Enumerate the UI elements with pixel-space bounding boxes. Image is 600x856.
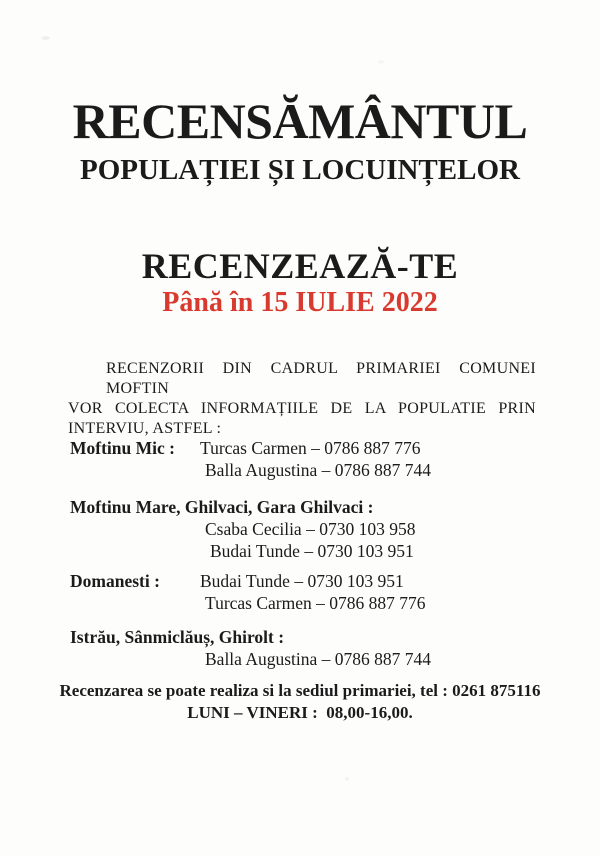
section-contacts bbox=[205, 648, 542, 670]
section-label: Istrău, Sânmiclăuș, Ghirolt : bbox=[70, 627, 285, 647]
footer-line-1: Recenzarea se poate realiza si la sediul primariei, tel : 0261 875116 bbox=[59, 681, 541, 700]
contact-line: Balla Augustina – 0786 887 744 bbox=[205, 649, 432, 669]
footer-note bbox=[0, 680, 600, 724]
intro-line-3: INTERVIU, ASTFEL : bbox=[68, 420, 222, 437]
section-istrau bbox=[70, 626, 542, 670]
contact-line: Csaba Cecilia – 0730 103 958 bbox=[205, 519, 416, 539]
contact-line: Budai Tunde – 0730 103 951 bbox=[210, 541, 414, 561]
contact-line: Turcas Carmen – 0786 887 776 bbox=[205, 593, 426, 613]
footer-line-2: LUNI – VINERI : 08,00-16,00. bbox=[187, 703, 413, 722]
section-contacts bbox=[200, 437, 431, 481]
contact-line: Budai Tunde – 0730 103 951 bbox=[200, 571, 404, 591]
scan-smudge bbox=[41, 36, 50, 40]
scan-smudge bbox=[345, 777, 349, 781]
contact-line: Turcas Carmen – 0786 887 776 bbox=[200, 438, 421, 458]
intro-paragraph bbox=[68, 359, 536, 439]
intro-line-1: RECENZORII DIN CADRUL PRIMARIEI COMUNEI MOFTIN bbox=[106, 360, 536, 397]
contact-line: Balla Augustina – 0786 887 744 bbox=[205, 460, 432, 480]
deadline-text: Până în 15 IULIE 2022 bbox=[162, 287, 438, 318]
section-domanesti bbox=[70, 570, 542, 614]
intro-line-2: VOR COLECTA INFORMAȚIILE DE LA POPULATIE PRIN bbox=[68, 400, 536, 417]
section-contacts bbox=[205, 518, 542, 562]
section-label: Moftinu Mic : bbox=[70, 438, 175, 458]
section-label: Domanesti : bbox=[70, 571, 160, 591]
flyer-title bbox=[0, 93, 600, 186]
section-label: Moftinu Mare, Ghilvaci, Gara Ghilvaci : bbox=[70, 497, 374, 517]
section-moftinu-mic bbox=[70, 437, 542, 481]
scan-smudge bbox=[378, 60, 384, 64]
title-line2: POPULAȚIEI ȘI LOCUINȚELOR bbox=[80, 154, 520, 186]
title-line1: RECENSĂMÂNTUL bbox=[72, 93, 528, 149]
cta-heading: RECENZEAZĂ-TE bbox=[141, 246, 459, 286]
section-contacts bbox=[200, 570, 426, 614]
section-moftinu-mare bbox=[70, 496, 542, 562]
